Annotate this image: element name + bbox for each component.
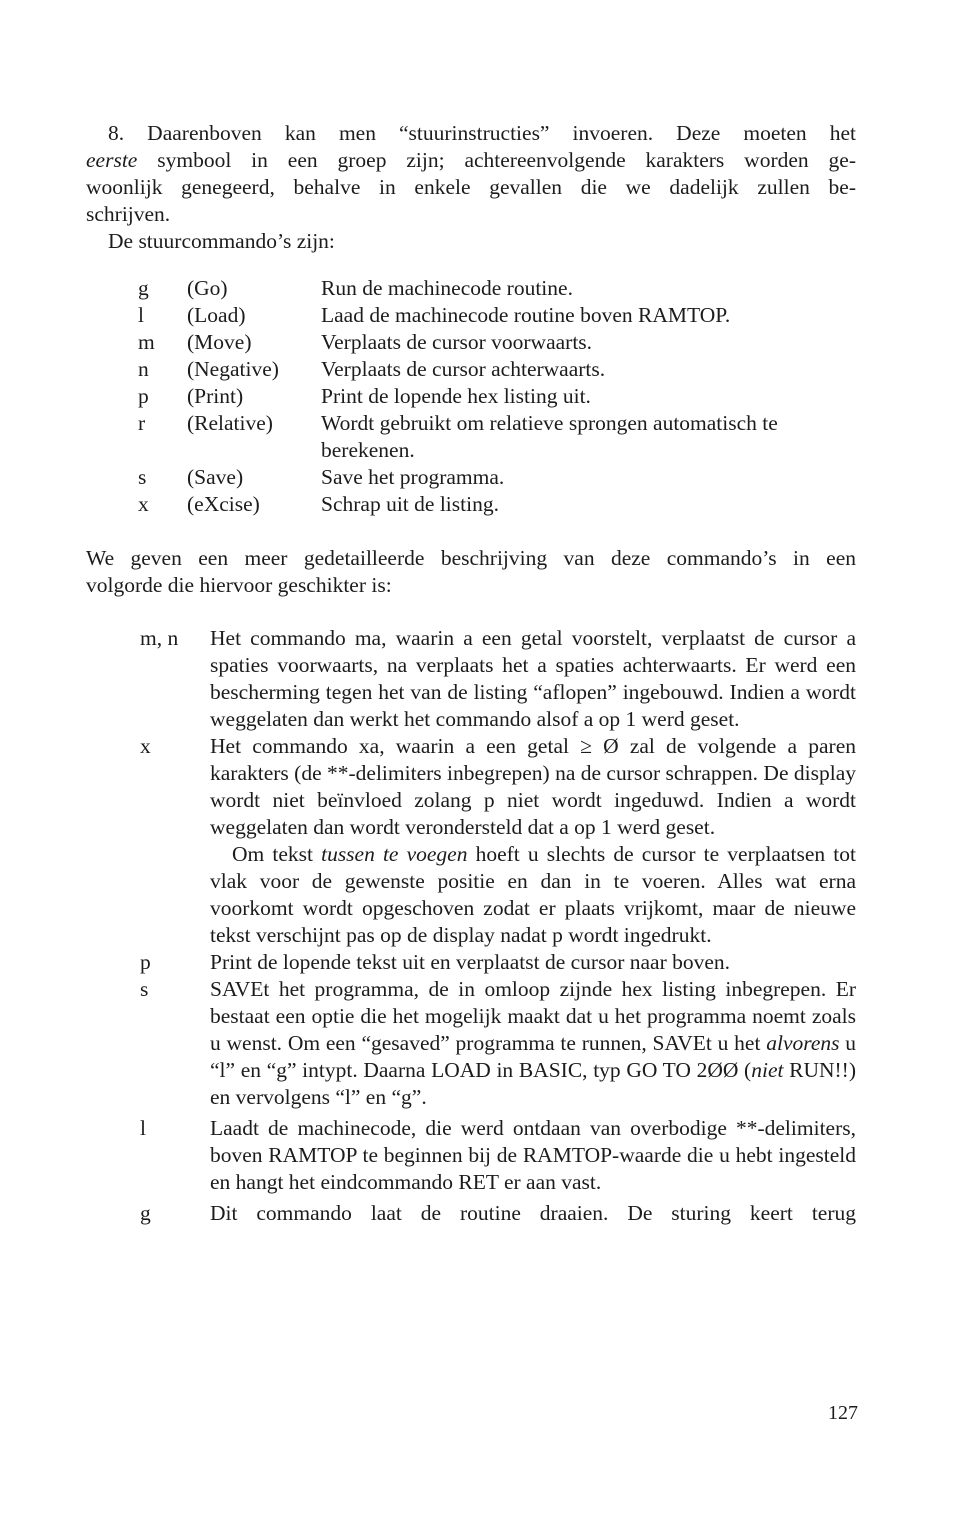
detail-key: g	[140, 1201, 151, 1225]
command-row-load	[138, 302, 878, 329]
detail-item-g	[140, 1200, 860, 1227]
command-key: s	[138, 465, 147, 489]
commands-heading: De stuurcommando’s zijn:	[108, 229, 335, 253]
detail-key: m, n	[140, 626, 179, 650]
command-name: (Relative)	[187, 411, 273, 435]
detail-key: s	[140, 977, 149, 1001]
command-row-relative	[138, 410, 878, 464]
command-key: g	[138, 276, 149, 300]
detail-x-emphasis: tussen te voegen	[321, 842, 468, 866]
command-name: (Save)	[187, 465, 244, 489]
detail-text: Print de lopende tekst uit en verplaatst de cursor naar boven.	[210, 950, 731, 974]
command-row-go	[138, 275, 878, 302]
detail-item-x	[140, 733, 860, 949]
detail-text: Laadt de machinecode, die werd ontdaan van overbodige **-delimiters, boven RAMTOP te beginnen bij de RAMTOP-waarde die u hebt ingesteld en hangt het eindcommando RET er aan vast.	[210, 1116, 856, 1194]
detail-text	[210, 976, 856, 1111]
command-key: l	[138, 303, 144, 327]
command-desc: Schrap uit de listing.	[321, 492, 499, 516]
command-desc: Run de machinecode routine.	[321, 276, 573, 300]
detail-item-s	[140, 976, 860, 1111]
detail-item-p	[140, 949, 860, 976]
command-details-list	[140, 625, 860, 1227]
command-name: (Negative)	[187, 357, 279, 381]
detail-s-text-a: SAVEt het programma, de in omloop zijnde hex listing inbegrepen. Er bestaat een optie die het mogelijk maakt dat u het programma noemt zoals u wenst. Om een “gesaved” programma te runnen, SAVEt u het	[210, 977, 856, 1055]
command-key: n	[138, 357, 149, 381]
detail-x-para-2-start: Om tekst	[232, 842, 322, 866]
detail-s-emphasis-2: niet	[751, 1058, 784, 1082]
command-row-negative	[138, 356, 878, 383]
command-name: (Load)	[187, 303, 246, 327]
command-desc: Verplaats de cursor achterwaarts.	[321, 357, 606, 381]
command-name: (Move)	[187, 330, 252, 354]
intro-paragraph	[86, 120, 856, 255]
command-name: (Print)	[187, 384, 244, 408]
overview-paragraph	[86, 545, 856, 599]
overview-line-2: volgorde die hiervoor geschikter is:	[86, 573, 392, 597]
intro-line-3: woonlijk genegeerd, behalve in enkele gevallen die we dadelijk zullen be-	[86, 175, 856, 199]
detail-s-text-c: RUN!!) en vervolgens “l” en “g”.	[210, 1058, 857, 1109]
command-table	[138, 275, 878, 518]
detail-text: Dit commando laat de routine draaien. De sturing keert terug	[210, 1201, 856, 1225]
detail-x-para-2-end: hoeft u slechts de cursor te verplaatsen tot vlak voor de gewenste positie en dan in te voeren. Alles wat erna voorkomt wordt opgeschoven zodat er plaats vrijkomt, maar de nieuwe tekst verschijnt pas op de display nadat p wordt ingedrukt.	[210, 842, 856, 947]
command-key: m	[138, 330, 155, 354]
command-name: (Go)	[187, 276, 228, 300]
intro-line-4: schrijven.	[86, 202, 171, 226]
command-name: (eXcise)	[187, 492, 260, 516]
intro-line-2	[86, 147, 856, 174]
command-row-excise	[138, 491, 878, 518]
intro-line-1: 8. Daarenboven kan men “stuurinstructies” invoeren. Deze moeten het	[108, 121, 856, 145]
detail-key: p	[140, 950, 151, 974]
command-desc-line-2: berekenen.	[321, 438, 415, 462]
detail-x-para-2	[210, 841, 856, 949]
command-desc	[321, 410, 861, 464]
command-row-save	[138, 464, 878, 491]
command-row-print	[138, 383, 878, 410]
page-number: 127	[828, 1402, 858, 1424]
detail-item-l	[140, 1115, 860, 1196]
command-desc: Laad de machinecode routine boven RAMTOP.	[321, 303, 731, 327]
command-desc: Save het programma.	[321, 465, 505, 489]
detail-x-para-1: Het commando xa, waarin a een getal ≥ Ø zal de volgende a paren karakters (de **-delimiters inbegrepen) na de cursor schrappen. De display wordt niet beïnvloed zolang p niet wordt ingeduwd. Indien a wordt weggelaten dan wordt verondersteld dat a op 1 werd geset.	[210, 734, 856, 839]
intro-emphasis: eerste	[86, 148, 138, 172]
overview-line-1: We geven een meer gedetailleerde beschrijving van deze commando’s in een	[86, 546, 856, 570]
command-row-move	[138, 329, 878, 356]
command-key: x	[138, 492, 149, 516]
command-key: r	[138, 411, 146, 435]
command-desc: Print de lopende hex listing uit.	[321, 384, 591, 408]
command-desc-line-1: Wordt gebruikt om relatieve sprongen automatisch te	[321, 411, 778, 435]
detail-key: x	[140, 734, 151, 758]
detail-item-mn	[140, 625, 860, 733]
detail-text	[210, 733, 856, 949]
detail-s-emphasis-1: alvorens	[766, 1031, 840, 1055]
detail-text: Het commando ma, waarin a een getal voorstelt, verplaatst de cursor a spaties voorwaarts, na verplaats het a spaties achterwaarts. Er werd een bescherming tegen het van de listing “aflopen” ingebouwd. Indien a wordt weggelaten dan werkt het commando alsof a op 1 werd geset.	[210, 626, 856, 731]
detail-key: l	[140, 1116, 146, 1140]
command-desc: Verplaats de cursor voorwaarts.	[321, 330, 593, 354]
command-key: p	[138, 384, 149, 408]
detail-s-text-b: u “l” en “g” intypt. Daarna LOAD in BASIC, typ GO TO 2ØØ (	[210, 1031, 857, 1082]
intro-line-2-text: symbool in een groep zijn; achtereenvolgende karakters worden ge-	[157, 148, 856, 172]
